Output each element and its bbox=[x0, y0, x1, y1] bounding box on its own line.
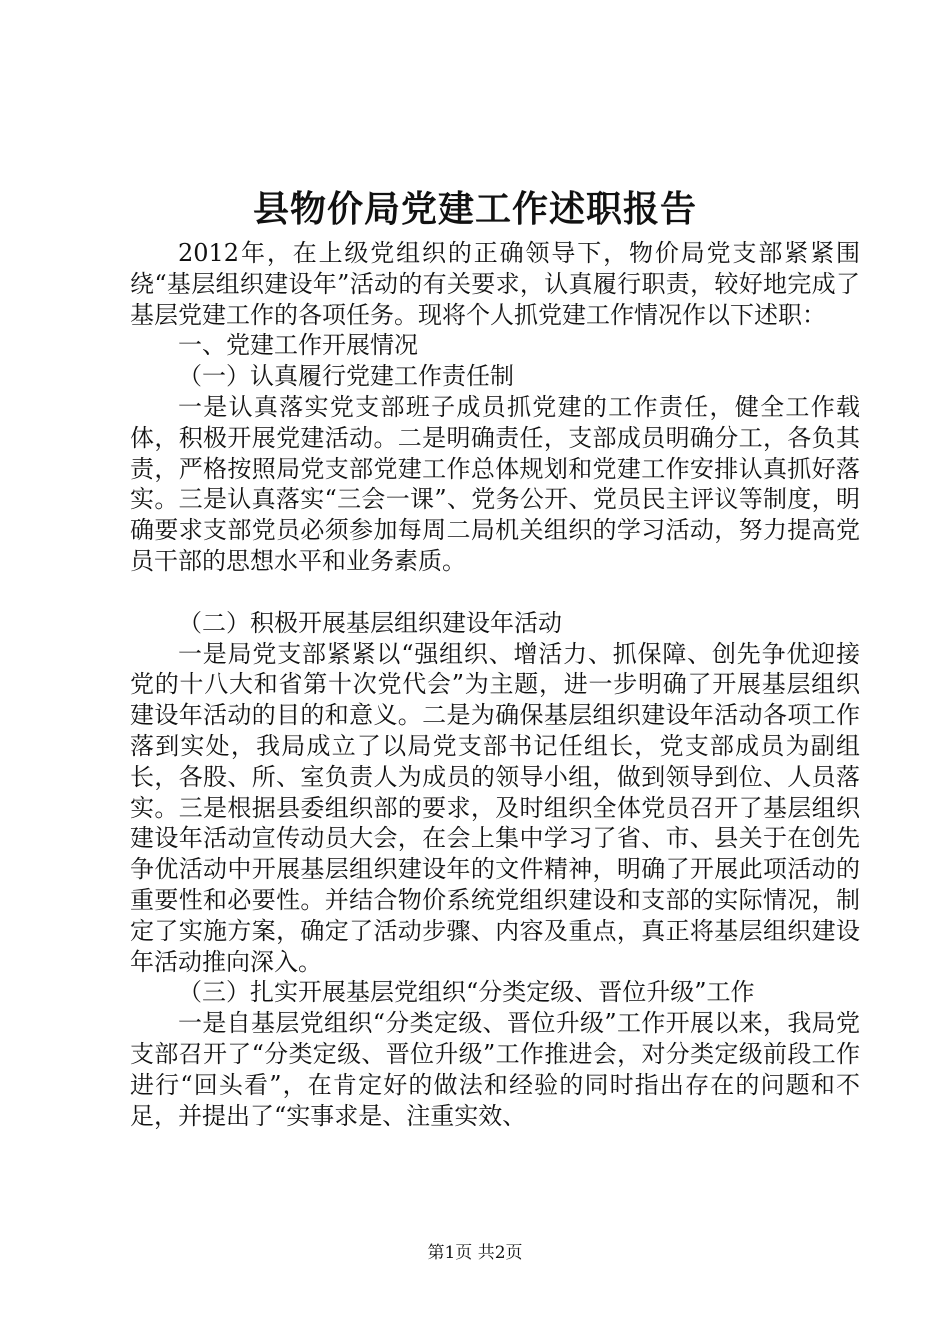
paragraph-subsection-1: 一是认真落实党支部班子成员抓党建的工作责任，健全工作载体，积极开展党建活动。二是明确责任，支部成员明确分工，各负其责，严格按照局党支部党建工作总体规划和党建工作安排认真抓好落实。三是认真落实“三会一课”、党务公开、党员民主评议等制度，明确要求支部党员必须参加每周二局机关组织的学习活动，努力提高党员干部的思想水平和业务素质。 bbox=[130, 392, 860, 575]
subsection-heading-3: （三）扎实开展基层党组织“分类定级、晋位升级”工作 bbox=[178, 978, 755, 1007]
document-body bbox=[130, 238, 860, 1131]
paragraph-intro: 2012年，在上级党组织的正确领导下，物价局党支部紧紧围绕“基层组织建设年”活动的有关要求，认真履行职责，较好地完成了基层党建工作的各项任务。现将个人抓党建工作情况作以下述职： bbox=[130, 239, 860, 329]
page-footer: 第1页 共2页 bbox=[427, 1243, 523, 1263]
document-title: 县物价局党建工作述职报告 bbox=[252, 188, 697, 230]
subsection-heading-1: （一）认真履行党建工作责任制 bbox=[178, 362, 514, 391]
paragraph-subsection-2: 一是局党支部紧紧以“强组织、增活力、抓保障、创先争优迎接党的十八大和省第十次党代会”为主题，进一步明确了开展基层组织建设年活动的目的和意义。二是为确保基层组织建设年活动各项工作落到实处，我局成立了以局党支部书记任组长，党支部成员为副组长，各股、所、室负责人为成员的领导小组，做到领导到位、人员落实。三是根据县委组织部的要求，及时组织全体党员召开了基层组织建设年活动宣传动员大会，在会上集中学习了省、市、县关于在创先争优活动中开展基层组织建设年的文件精神，明确了开展此项活动的重要性和必要性。并结合物价系统党组织建设和支部的实际情况，制定了实施方案，确定了活动步骤、内容及重点，真正将基层组织建设年活动推向深入。 bbox=[130, 639, 860, 976]
subsection-heading-2: （二）积极开展基层组织建设年活动 bbox=[178, 608, 562, 637]
paragraph-subsection-3: 一是自基层党组织“分类定级、晋位升级”工作开展以来，我局党支部召开了“分类定级、晋位升级”工作推进会，对分类定级前段工作进行“回头看”，在肯定好的做法和经验的同时指出存在的问题和不足，并提出了“实事求是、注重实效、 bbox=[130, 1009, 860, 1130]
section-heading-1: 一、党建工作开展情况 bbox=[178, 331, 418, 360]
